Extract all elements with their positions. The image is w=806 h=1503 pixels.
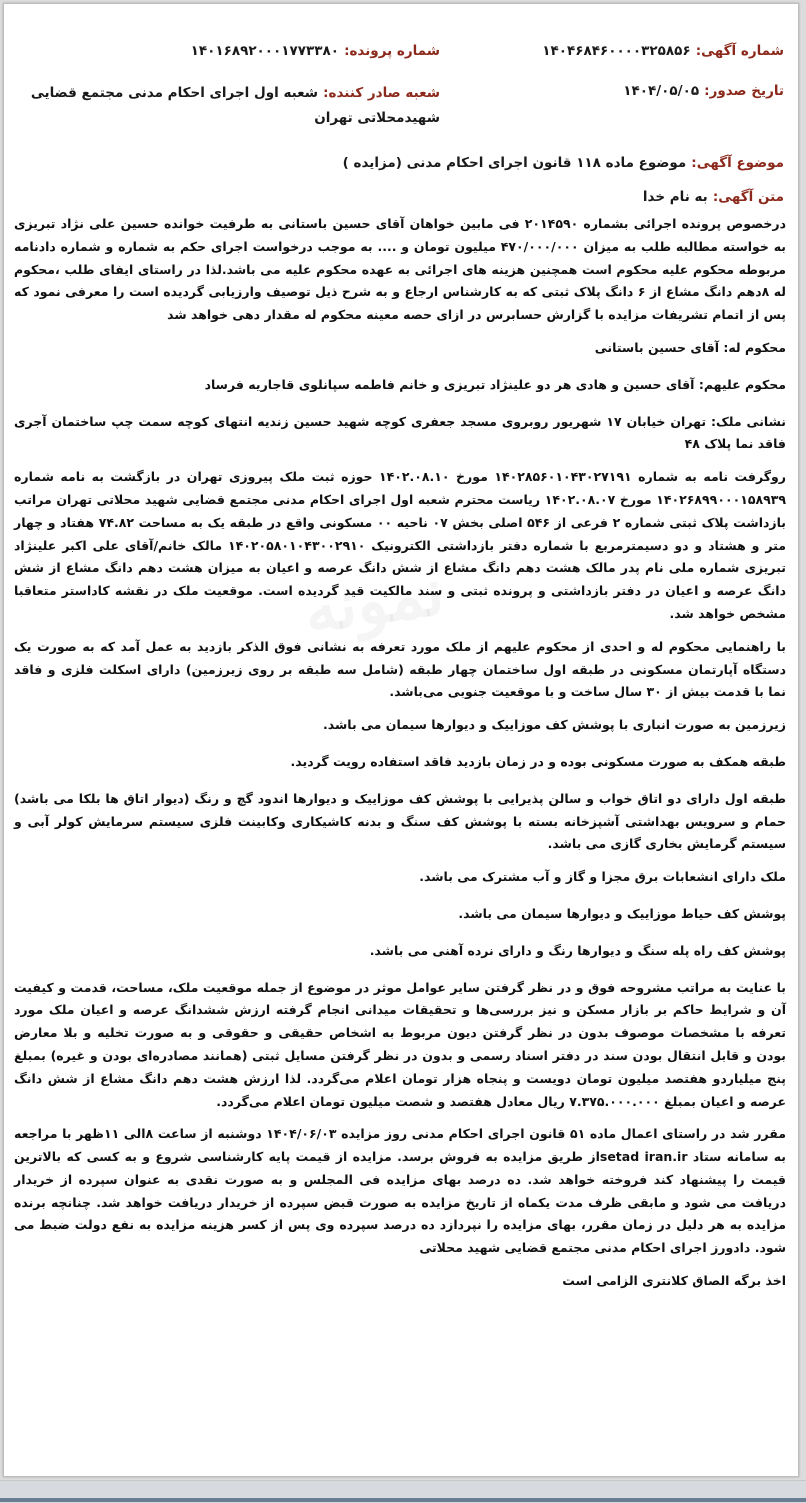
watermark-logo: نمونه [299, 555, 449, 647]
bottom-border-line [0, 1498, 806, 1502]
utilities-line: ملک دارای انشعابات برق مجزا و گاز و آب مشترک می باشد. [419, 869, 786, 885]
property-address: نشانی ملک: تهران خیابان ۱۷ شهریور روبروی مسجد جعفری کوچه شهید حسین زندیه انتهای کوچه سمت چپ ساختمان آجری فاقد نما پلاک ۴۸ [14, 413, 786, 452]
stairway-line: پوشش کف راه پله سنگ و دیوارها رنگ و دارای نرده آهنی می باشد. [369, 942, 786, 958]
ground-floor-line: طبقه همکف به صورت مسکونی بوده و در زمان بازدید فاقد استفاده رویت گردید. [290, 753, 786, 769]
notice-text-heading [643, 186, 784, 205]
bismillah-line: به نام خدا [642, 189, 708, 205]
closing-note: اخذ برگه الصاق کلانتری الزامی است [562, 1273, 786, 1289]
file-number-value: ۱۴۰۱۶۸۹۲۰۰۰۱۷۷۳۳۸۰ [190, 43, 339, 59]
ad-number-label: شماره آگهی: [695, 43, 784, 59]
issuing-branch-label: شعبه صادر کننده: [323, 85, 440, 101]
creditor-line: محکوم له: آقای حسین باستانی [594, 339, 786, 355]
issuing-branch-value: شعبه اول اجرای احکام مدنی مجتمع قضایی شهیدمحلاتی تهران [30, 85, 440, 126]
registry-paragraph: روگرفت نامه به شماره ۱۴۰۲۸۵۶۰۱۰۴۳۰۲۷۱۹۱ مورخ ۱۴۰۲.۰۸.۱۰ حوزه ثبت ملک پیروزی تهران در بازگشت به نامه شماره ۱۴۰۲۶۸۹۹۰۰۰۱۵۸۹۳۹ مورخ ۱۴۰۲.۰۸.۰۷ ریاست محترم شعبه اول اجرای احکام مدنی مجتمع قضایی شهید محلاتی تهران مراتب بازداشت پلاک ثبتی شماره ۲ فرعی از ۵۴۶ اصلی بخش ۰۷ ناحیه ۰۰ مسکونی واقع در طبقه یک به مساحت ۷۴.۸۲ هفتاد و چهار متر و هشتاد و دو دسیمترمربع با شماره دفتر بازداشتی الکترونیک ۱۴۰۲۰۵۸۰۱۰۴۳۰۰۲۹۱۰ مالک خانم/آقای علی اکبر علینژاد تبریزی شماره ملی نام پدر مالک هشت دهم دانگ مشاع از شش دانگ عرصه و اعیان به میزان هشت دهم دانگ مشاع از شش دانگ عرصه و اعیان در دفتر بازداشتی و پرونده ثبتی و سند مالکیت قید گردیده است. موقعیت ملک در نقشه کاداستر متعاقبا مشخص خواهد شد. [14, 469, 786, 621]
file-number [191, 40, 440, 59]
notice-subject-label: موضوع آگهی: [691, 155, 784, 171]
issue-date-label: تاریخ صدور: [704, 83, 784, 99]
issue-date-value: ۱۴۰۴/۰۵/۰۵ [623, 83, 700, 99]
auction-paragraph: مقرر شد در راستای اعمال ماده ۵۱ قانون اجرای احکام مدنی روز مزایده ۱۴۰۴/۰۶/۰۳ دوشنبه از ساعت ۸الی ۱۱ظهر با مراجعه به سامانه ستاد setad iran.irاز طریق مزایده به فروش برسد. مزایده از قیمت پایه کارشناسی شروع و به کسی که بالاترین قیمت را پیشنهاد کند فروخته خواهد شد. ده درصد بهای مزایده فی المجلس و به صورت نقدی به عنوان سپرده از خریدار دریافت می شود و مابقی ظرف مدت یکماه از تاریخ مزایده به صورت قبض سپرده از خریدار دریافت خواهد شد. چنانچه برنده مزایده به هر دلیل در زمان مقرر، بهای مزایده را نپردازد ده درصد سپرده وی پس از کسر هزینه مزایده به نفع دولت ضبط می شود. دادورز اجرای احکام مدنی مجتمع قضایی شهید محلاتی [14, 1126, 786, 1256]
notice-sheet [3, 3, 799, 1477]
yard-line: پوشش کف حیاط موزاییک و دیوارها سیمان می باشد. [458, 905, 786, 921]
issue-date [623, 80, 784, 99]
case-paragraph: درخصوص پرونده اجرائی بشماره ۲۰۱۴۵۹۰ فی مابین خواهان آقای حسین باستانی به طرفیت خوانده حسین علی نژاد تبریزی به خواسته مطالبه طلب به میزان ۴۷۰/۰۰۰/۰۰۰ میلیون تومان و .... به موجب درخواست اجرای حکم به شماره و شماره دادنامه مربوطه محکوم علیه محکوم است همچنین هزینه های اجرائی به عهده محکوم علیه می باشد.لذا در راستای ایفای طلب ،محکوم له ۸دهم دانگ مشاع از ۶ دانگ پلاک ثبتی که به کارشناس ارجاع و به شرح ذیل توصیف وارزیابی گردیده است را معرفی نمود که پس از اتمام تشریفات مزایده با گزارش حسابرس در ازای حصه معینه محکوم له مقدار دهی خواهد شد [14, 216, 787, 323]
notice-subject-value: موضوع ماده ۱۱۸ قانون اجرای احکام مدنی (مزایده ) [342, 155, 687, 171]
notice-body [14, 213, 786, 1303]
issuing-branch [30, 80, 440, 130]
ad-number [542, 40, 784, 59]
ad-number-value: ۱۴۰۴۶۸۴۶۰۰۰۰۳۲۵۸۵۶ [542, 43, 691, 59]
basement-line: زیرزمین به صورت انباری با پوشش کف موزاییک و دیوارها سیمان می باشد. [323, 717, 786, 733]
first-floor-paragraph: طبقه اول دارای دو اتاق خواب و سالن پذیرایی با پوشش کف موزاییک و دیوارها اندود گچ و رنگ (دیوار اتاق ها بلکا می باشد) حمام و سرویس بهداشتی آشپزخانه بسته با پوشش کف سنگ و بدنه کاشیکاری وکابینت فلزی سیستم سرمایش کولر آبی و سیستم گرمایش بخاری گازی می باشد. [14, 790, 786, 852]
notice-text-label: متن آگهی: [712, 189, 784, 205]
valuation-paragraph: با عنایت به مراتب مشروحه فوق و در نظر گرفتن سایر عوامل موثر در موضوع از جمله موقعیت ملک، مساحت، قدمت و کیفیت آن و شرایط حاکم بر بازار مسکن و نیز بررسی‌ها و تحقیقات میدانی انجام گرفته ارزش ششدانگ عرصه و اعیان ملک مورد تعرفه با مشخصات موصوف بدون در نظر گرفتن دیون مربوط به اشخاص حقیقی و حقوقی و به صورت تخلیه و بلا معارض بودن و قابل انتقال بودن سند در دفتر اسناد رسمی و بدون در نظر گرفتن مسایل ثبتی (همانند مصادره‌ای بودن و غیره) بمبلغ پنج میلیاردو هفتصد میلیون تومان دویست و پنجاه هزار تومان اعلام می‌گردد. لذا ارزش هشت دهم دانگ مشاع از شش دانگ عرصه و اعیان بمبلغ ۷.۳۷۵.۰۰۰.۰۰۰ ریال معادل هفتصد و شصت میلیون تومان اعلام می‌گردد. [14, 979, 786, 1109]
debtors-line: محکوم علیهم: آقای حسین و هادی هر دو علینژاد تبریزی و خانم فاطمه سپانلوی قاجاریه فرساد [204, 376, 786, 392]
inspection-paragraph: با راهنمایی محکوم له و احدی از محکوم علیهم از ملک مورد تعرفه به نشانی فوق الذکر بازدید به عمل آمد که به صورت یک دستگاه آپارتمان مسکونی در طبقه اول ساختمان چهار طبقه (شامل سه طبقه بر روی زیرزمین) دارای اسکلت فلزی و فاقد نما با قدمت بیش از ۳۰ سال ساخت و با موقعیت جنوبی می‌باشد. [14, 638, 786, 700]
notice-subject [343, 152, 784, 171]
file-number-label: شماره پرونده: [344, 43, 440, 59]
